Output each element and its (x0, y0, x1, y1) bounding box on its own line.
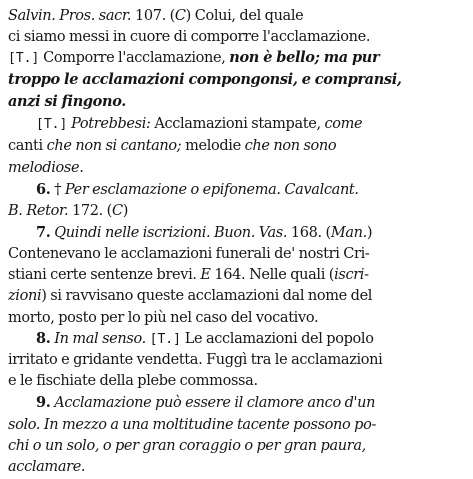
text-line (8, 134, 336, 158)
text-line (36, 112, 362, 136)
text-segment: C (174, 8, 186, 24)
text-segment: ) Colui, del quale (185, 8, 304, 24)
text-segment: ) (122, 203, 129, 219)
text-segment: † (50, 182, 65, 198)
text-line (8, 199, 128, 223)
text-segment: che non si cantano; (46, 138, 182, 154)
text-segment: 7. (36, 224, 51, 241)
text-segment: canti (8, 138, 47, 154)
text-segment: Comporre l'acclamazione, (39, 50, 230, 66)
text-segment: non è bello; ma pur (229, 49, 380, 66)
text-segment: B. Retor. (8, 203, 69, 219)
text-segment: chi o un solo, o per gran coraggio o per gran paura, (8, 438, 366, 454)
text-segment: 9. (36, 394, 51, 411)
text-segment: iscri- (334, 267, 369, 283)
text-line (8, 68, 402, 92)
text-segment: Potrebbesi: (71, 116, 151, 132)
text-segment: ) (366, 225, 373, 241)
text-segment: stiani certe sentenze brevi. (8, 267, 201, 283)
text-segment: 164. Nelle quali ( (210, 267, 335, 283)
text-segment: Acclamazione può essere il clamore anco d'un (54, 395, 376, 411)
text-line (36, 391, 375, 415)
text-line (8, 284, 372, 308)
text-segment: solo. In mezzo a una moltitudine tacente possono po- (8, 417, 377, 433)
text-segment: 107. ( (131, 8, 175, 24)
text-segment: ci siamo messi in cuore di comporre l'acclamazione. (8, 29, 371, 45)
text-segment: 168. ( (287, 225, 331, 241)
text-segment: Acclamazioni stampate, (150, 116, 325, 132)
text-segment: irritato e gridante vendetta. Fuggì tra le acclamazioni (8, 352, 383, 368)
text-segment: C (111, 203, 123, 219)
text-segment: 172. ( (68, 203, 112, 219)
text-segment: [T.] (149, 332, 181, 347)
text-segment: Salvin. Pros. sacr. (8, 8, 132, 24)
text-line (8, 156, 83, 180)
text-segment: come (324, 116, 363, 132)
text-line (8, 46, 379, 70)
text-segment: [T.] (8, 51, 40, 66)
text-segment: ) si ravvisano queste acclamazioni dal nome del (41, 288, 373, 304)
text-segment: che non sono (244, 138, 337, 154)
text-segment: Man. (330, 225, 367, 241)
text-segment: acclamare. (8, 459, 86, 475)
text-segment: In mal senso. (54, 331, 146, 347)
text-segment: E (200, 267, 211, 283)
text-segment: troppo le acclamazioni compongonsi, e compransi, (8, 71, 402, 88)
text-segment: Contenevano le acclamazioni funerali de' nostri Cri- (8, 246, 370, 262)
text-segment: morto, posto per lo più nel caso del vocativo. (8, 310, 319, 326)
text-segment: Le acclamazioni del popolo (180, 331, 374, 347)
text-segment: e le fischiate della plebe commossa. (8, 373, 258, 389)
text-line (8, 90, 126, 114)
text-segment: melodiose. (8, 160, 84, 176)
text-line (8, 369, 258, 393)
text-segment: Per esclamazione o epifonema. Cavalcant. (64, 182, 359, 198)
text-segment: [T.] (36, 117, 68, 132)
text-segment: 8. (36, 330, 51, 347)
text-segment: Quindi nelle iscrizioni. Buon. Vas. (54, 225, 288, 241)
text-segment: anzi si fingono. (8, 93, 126, 110)
text-segment: 6. (36, 181, 51, 198)
text-segment: zioni (8, 288, 42, 304)
text-line (8, 455, 85, 479)
text-segment: melodie (181, 138, 245, 154)
